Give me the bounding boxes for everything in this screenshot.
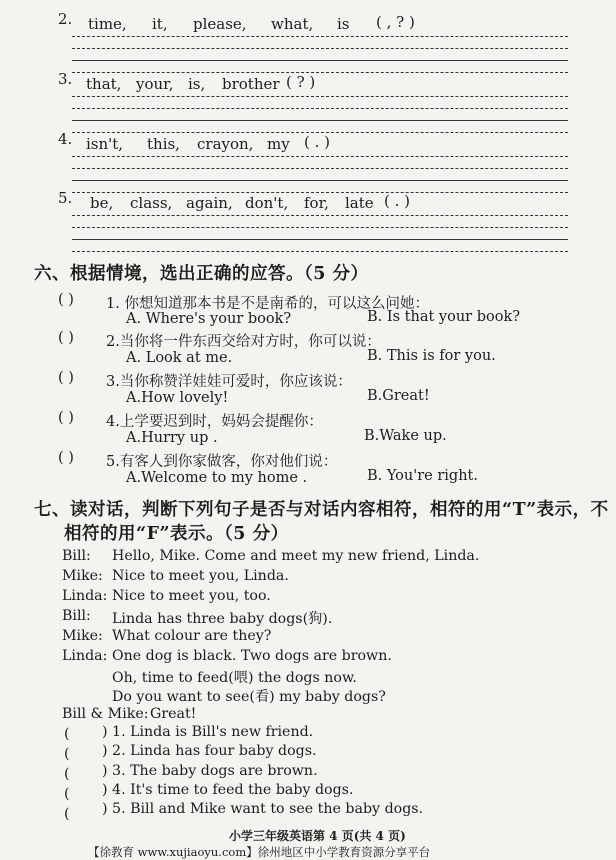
word: this, — [147, 135, 180, 153]
dialogue-line: One dog is black. Two dogs are brown. — [112, 648, 392, 664]
word: what, — [271, 15, 314, 33]
word: again, — [186, 194, 233, 212]
question-text: 5.有客人到你家做客，你对他们说： — [106, 454, 338, 470]
dialogue-line: Nice to meet you, too. — [112, 588, 271, 604]
word: late — [345, 194, 374, 212]
word: isn't, — [86, 135, 124, 153]
reorder-number: 4. — [58, 130, 73, 148]
reorder-number: 3. — [58, 70, 73, 88]
question-text: 2.当你将一件东西交给对方时，你可以说： — [106, 334, 381, 350]
reorder-number: 2. — [58, 10, 73, 28]
option-b: B.Great! — [367, 388, 430, 404]
word: is, — [188, 75, 206, 93]
speaker: Bill: — [62, 608, 91, 624]
writing-lines — [72, 36, 568, 73]
speaker: Bill & Mike: — [62, 706, 149, 722]
speaker: Mike: — [62, 628, 103, 644]
answer-paren[interactable]: ( ) — [58, 450, 74, 466]
reorder-number: 5. — [58, 189, 73, 207]
answer-paren[interactable]: ( — [64, 766, 70, 782]
statement-text: ) 1. Linda is Bill's new friend. — [102, 724, 314, 740]
word: for, — [304, 194, 329, 212]
answer-paren[interactable]: ( — [64, 786, 70, 802]
speaker: Bill: — [62, 548, 91, 564]
word: my — [267, 135, 290, 153]
option-b: B. Is that your book? — [367, 309, 521, 325]
dialogue-line: Oh, time to feed(喂) the dogs now. — [112, 670, 357, 686]
option-a: A.Hurry up . — [126, 430, 218, 446]
word: is — [337, 15, 350, 33]
question-text: 3.当你称赞洋娃娃可爱时，你应该说： — [106, 374, 352, 390]
dialogue-line: Nice to meet you, Linda. — [112, 568, 289, 584]
writing-lines — [72, 156, 568, 193]
statement-text: ) 5. Bill and Mike want to see the baby dogs. — [102, 801, 424, 817]
option-a: A.How lovely! — [126, 390, 229, 406]
word: ( ? ) — [286, 73, 316, 91]
word: it, — [152, 15, 168, 33]
dialogue-line: Linda has three baby dogs(狗). — [112, 611, 333, 627]
dialogue-line: Do you want to see(看) my baby dogs? — [112, 689, 386, 705]
statement-text: ) 2. Linda has four baby dogs. — [102, 743, 317, 759]
option-a: A. Look at me. — [126, 350, 233, 366]
option-b: B. You're right. — [367, 468, 478, 484]
answer-paren[interactable]: ( ) — [58, 292, 74, 308]
writing-lines — [72, 96, 568, 133]
option-a: A.Welcome to my home . — [126, 470, 308, 486]
word: crayon, — [197, 135, 254, 153]
option-b: B.Wake up. — [364, 428, 447, 444]
answer-paren[interactable]: ( ) — [58, 410, 74, 426]
page-footer: 小学三年级英语第 4 页(共 4 页) — [229, 829, 406, 843]
word: time, — [88, 15, 127, 33]
question-text: 1. 你想知道那本书是不是南希的，可以这么问她： — [106, 296, 429, 312]
word: that, — [86, 75, 122, 93]
statement-text: ) 4. It's time to feed the baby dogs. — [102, 782, 354, 798]
word: class, — [130, 194, 173, 212]
word: don't, — [245, 194, 289, 212]
speaker: Linda: — [62, 588, 108, 604]
answer-paren[interactable]: ( ) — [58, 330, 74, 346]
dialogue-line: What colour are they? — [112, 628, 272, 644]
word: your, — [136, 75, 174, 93]
section-title: 六、根据情境，选出正确的应答。（5 分） — [34, 264, 369, 284]
answer-paren[interactable]: ( — [64, 806, 70, 822]
option-b: B. This is for you. — [367, 348, 496, 364]
section-title-cont: 相符的用“F”表示。（5 分） — [64, 524, 289, 544]
word: brother — [222, 75, 280, 93]
word: be, — [90, 194, 114, 212]
statement-text: ) 3. The baby dogs are brown. — [102, 763, 318, 779]
writing-lines — [72, 215, 568, 252]
word: ( . ) — [384, 192, 411, 210]
answer-paren[interactable]: ( — [64, 726, 70, 742]
dialogue-line: Great! — [150, 706, 197, 722]
dialogue-line: Hello, Mike. Come and meet my new friend, Linda. — [112, 548, 480, 564]
word: ( , ? ) — [376, 13, 415, 31]
word: ( . ) — [304, 133, 331, 151]
answer-paren[interactable]: ( ) — [58, 370, 74, 386]
option-a: A. Where's your book? — [126, 311, 292, 327]
speaker: Mike: — [62, 568, 103, 584]
answer-paren[interactable]: ( — [64, 746, 70, 762]
word: please, — [193, 15, 247, 33]
source-footer: 【徐教育 www.xujiaoyu.com】徐州地区中小学教育资源分享平台 — [88, 845, 431, 859]
section-title: 七、读对话，判断下列句子是否与对话内容相符，相符的用“T”表示，不 — [34, 500, 609, 520]
question-text: 4.上学要迟到时，妈妈会提醒你： — [106, 414, 323, 430]
speaker: Linda: — [62, 648, 108, 664]
